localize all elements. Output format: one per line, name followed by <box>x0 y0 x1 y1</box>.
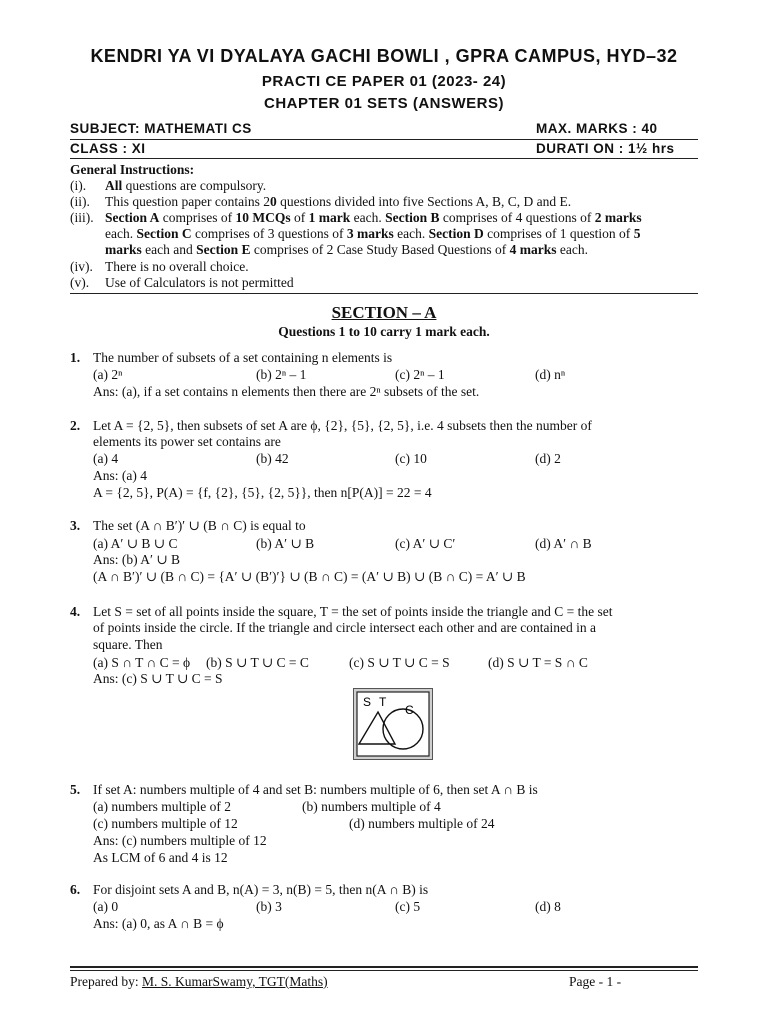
paper-title: PRACTI CE PAPER 01 (2023- 24) <box>261 73 507 90</box>
author-name: M. S. KumarSwamy, TGT(Maths) <box>141 974 328 989</box>
option-c: (c) 2ⁿ – 1 <box>395 367 445 382</box>
footer-divider <box>70 966 698 968</box>
option-d: (d) nⁿ <box>535 367 566 382</box>
class: CLASS : XI <box>70 141 146 156</box>
divider <box>70 293 698 294</box>
option-b: (b) 2ⁿ – 1 <box>256 367 307 382</box>
option-a: (a) S ∩ T ∩ C = ϕ <box>93 655 191 670</box>
option-a: (a) 4 <box>93 451 119 466</box>
question-4-text: Let S = set of all points inside the square, T = the set of points inside the triangle and C = the set <box>93 604 613 619</box>
option-c: (c) A′ ∪ C′ <box>395 536 456 551</box>
question-number: 3. <box>70 518 81 533</box>
instruction-num: (v). <box>70 275 90 290</box>
option-b: (b) S ∪ T ∪ C = C <box>206 655 309 670</box>
instruction-5: Use of Calculators is not permitted <box>105 275 294 290</box>
option-d: (d) 8 <box>535 899 561 914</box>
question-5-text: If set A: numbers multiple of 4 and set B: numbers multiple of 6, then set A ∩ B is <box>93 782 538 797</box>
option-b: (b) A′ ∪ B <box>256 536 315 551</box>
instruction-num: (i). <box>70 178 87 193</box>
option-d: (d) numbers multiple of 24 <box>349 816 495 831</box>
option-c: (c) numbers multiple of 12 <box>93 816 238 831</box>
venn-label-t: T <box>379 695 387 709</box>
footer-divider <box>70 970 698 971</box>
question-2-text: elements its power set contains are <box>93 434 281 449</box>
option-b: (b) 3 <box>256 899 282 914</box>
answer-explanation: As LCM of 6 and 4 is 12 <box>93 850 228 865</box>
divider <box>70 139 698 140</box>
instruction-3-line-3: marks each and Section E comprises of 2 Case Study Based Questions of 4 marks each. <box>105 242 588 257</box>
question-number: 6. <box>70 882 81 897</box>
question-number: 1. <box>70 350 81 365</box>
option-d: (d) S ∪ T = S ∩ C <box>488 655 588 670</box>
option-d: (d) A′ ∩ B <box>535 536 592 551</box>
duration: DURATI ON : 1½ hrs <box>536 141 675 156</box>
option-a: (a) numbers multiple of 2 <box>93 799 231 814</box>
option-c: (c) 10 <box>395 451 427 466</box>
instruction-num: (iv). <box>70 259 93 274</box>
prepared-by: Prepared by: M. S. KumarSwamy, TGT(Maths) <box>70 974 328 989</box>
question-4-text: of points inside the circle. If the triangle and circle intersect each other and are contained in a <box>93 620 597 635</box>
option-c: (c) 5 <box>395 899 421 914</box>
question-number: 2. <box>70 418 81 433</box>
answer: Ans: (a) 0, as A ∩ B = ϕ <box>93 916 224 931</box>
question-2-text: Let A = {2, 5}, then subsets of set A are ϕ, {2}, {5}, {2, 5}, i.e. 4 subsets then the number of <box>93 418 592 433</box>
answer: Ans: (a), if a set contains n elements then there are 2ⁿ subsets of the set. <box>93 384 480 399</box>
option-d: (d) 2 <box>535 451 561 466</box>
question-number: 5. <box>70 782 81 797</box>
question-6-text: For disjoint sets A and B, n(A) = 3, n(B) = 5, then n(A ∩ B) is <box>93 882 429 897</box>
answer-explanation: (A ∩ B′)′ ∪ (B ∩ C) = {A′ ∪ (B′)′} ∪ (B ∩ C) = (A′ ∪ B) ∪ (B ∩ C) = A′ ∪ B <box>93 569 526 584</box>
section-subtitle: Questions 1 to 10 carry 1 mark each. <box>278 324 490 339</box>
instructions-title: General Instructions: <box>70 162 195 177</box>
venn-diagram <box>353 688 433 760</box>
answer: Ans: (c) numbers multiple of 12 <box>93 833 267 848</box>
option-a: (a) 2ⁿ <box>93 367 123 382</box>
answer: Ans: (b) A′ ∪ B <box>93 552 181 567</box>
question-1-text: The number of subsets of a set containing n elements is <box>93 350 393 365</box>
question-3-text: The set (A ∩ B′)′ ∪ (B ∩ C) is equal to <box>93 518 306 533</box>
section-title: SECTION – A <box>331 303 437 322</box>
instruction-4: There is no overall choice. <box>105 259 249 274</box>
max-marks: MAX. MARKS : 40 <box>536 121 658 136</box>
option-c: (c) S ∪ T ∪ C = S <box>349 655 450 670</box>
page-number: Page - 1 - <box>569 974 622 989</box>
option-a: (a) A′ ∪ B ∪ C <box>93 536 178 551</box>
instruction-2: This question paper contains 20 questions divided into five Sections A, B, C, D and E. <box>105 194 572 209</box>
option-b: (b) 42 <box>256 451 289 466</box>
instruction-3-line-2: each. Section C comprises of 3 questions of 3 marks each. Section D comprises of 1 question of 5 <box>105 226 641 241</box>
option-a: (a) 0 <box>93 899 119 914</box>
instruction-num: (iii). <box>70 210 94 225</box>
instruction-num: (ii). <box>70 194 90 209</box>
venn-label-c: C <box>405 703 414 717</box>
instruction-1: All questions are compulsory. <box>105 178 267 193</box>
subject: SUBJECT: MATHEMATI CS <box>70 121 252 136</box>
school-title: KENDRI YA VI DYALAYA GACHI BOWLI , GPRA CAMPUS, HYD–32 <box>90 46 678 66</box>
answer-explanation: A = {2, 5}, P(A) = {f, {2}, {5}, {2, 5}}, then n[P(A)] = 22 = 4 <box>93 485 432 500</box>
answer: Ans: (c) S ∪ T ∪ C = S <box>93 671 223 686</box>
instruction-3-line-1: Section A comprises of 10 MCQs of 1 mark each. Section B comprises of 4 questions of 2 marks <box>105 210 642 225</box>
question-number: 4. <box>70 604 81 619</box>
option-b: (b) numbers multiple of 4 <box>302 799 441 814</box>
divider <box>70 158 698 159</box>
venn-label-s: S <box>363 695 372 709</box>
chapter-title: CHAPTER 01 SETS (ANSWERS) <box>263 95 505 112</box>
answer: Ans: (a) 4 <box>93 468 147 483</box>
question-4-text: square. Then <box>93 637 163 652</box>
